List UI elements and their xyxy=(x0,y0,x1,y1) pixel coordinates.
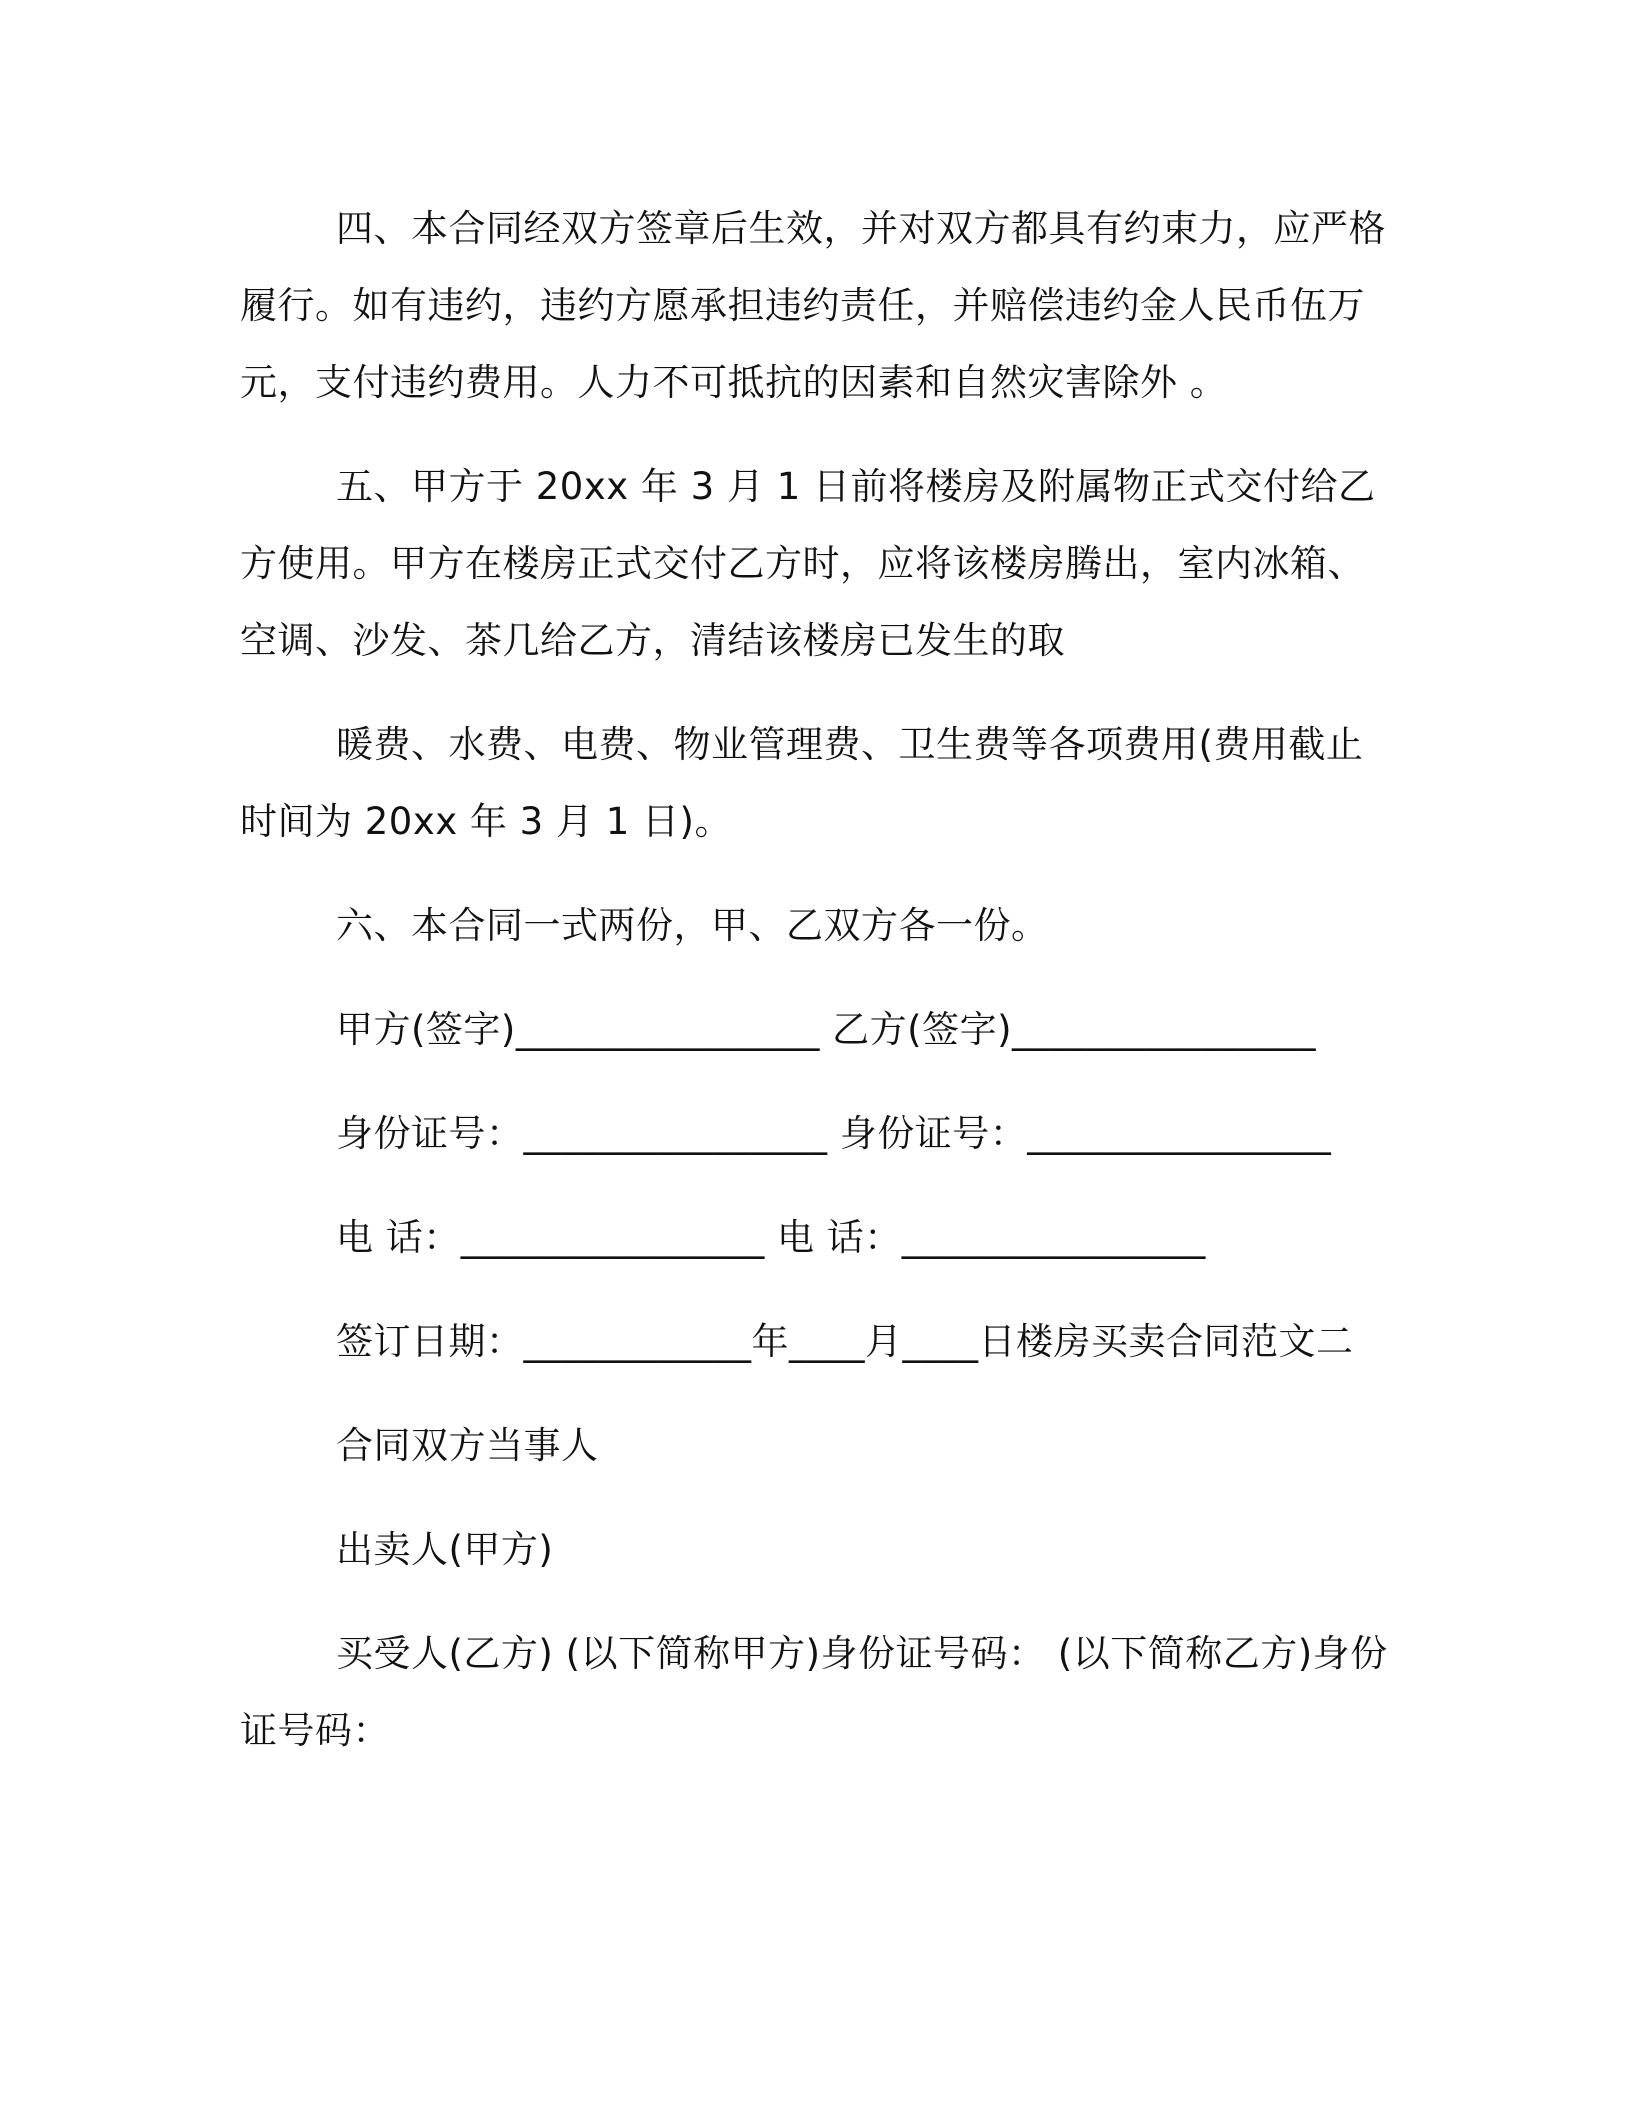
signing-date-line: 签订日期：____________年____月____日楼房买卖合同范文二 xyxy=(336,1320,1354,1363)
party-heading: 合同双方当事人 xyxy=(336,1424,599,1467)
clause-five-continued-paragraph: 暖费、水费、电费、物业管理费、卫生费等各项费用(费用截止时间为 20xx 年 3 月 1 日)。 xyxy=(240,723,1364,843)
id-number-line: 身份证号：________________ 身份证号：________________ xyxy=(336,1112,1332,1155)
signature-line: 甲方(签字)________________ 乙方(签字)________________ xyxy=(336,1008,1317,1051)
buyer-paragraph: 买受人(乙方) (以下简称甲方)身份证号码： (以下简称乙方)身份证号码： xyxy=(240,1632,1388,1752)
phone-line: 电 话：________________ 电 话：________________ xyxy=(336,1216,1206,1259)
seller-label: 出卖人(甲方) xyxy=(336,1528,554,1571)
clause-five-paragraph: 五、甲方于 20xx 年 3 月 1 日前将楼房及附属物正式交付给乙方使用。甲方在楼房正式交付乙方时，应将该楼房腾出，室内冰箱、空调、沙发、茶几给乙方，清结该楼房已发生的取 xyxy=(240,465,1376,662)
clause-four-paragraph: 四、本合同经双方签章后生效，并对双方都具有约束力，应严格履行。如有违约，违约方愿承担违约责任，并赔偿违约金人民币伍万元，支付违约费用。人力不可抵抗的因素和自然灾害除外 。 xyxy=(240,207,1386,404)
clause-six-paragraph: 六、本合同一式两份，甲、乙双方各一份。 xyxy=(336,904,1049,947)
document-body xyxy=(240,190,1390,1796)
